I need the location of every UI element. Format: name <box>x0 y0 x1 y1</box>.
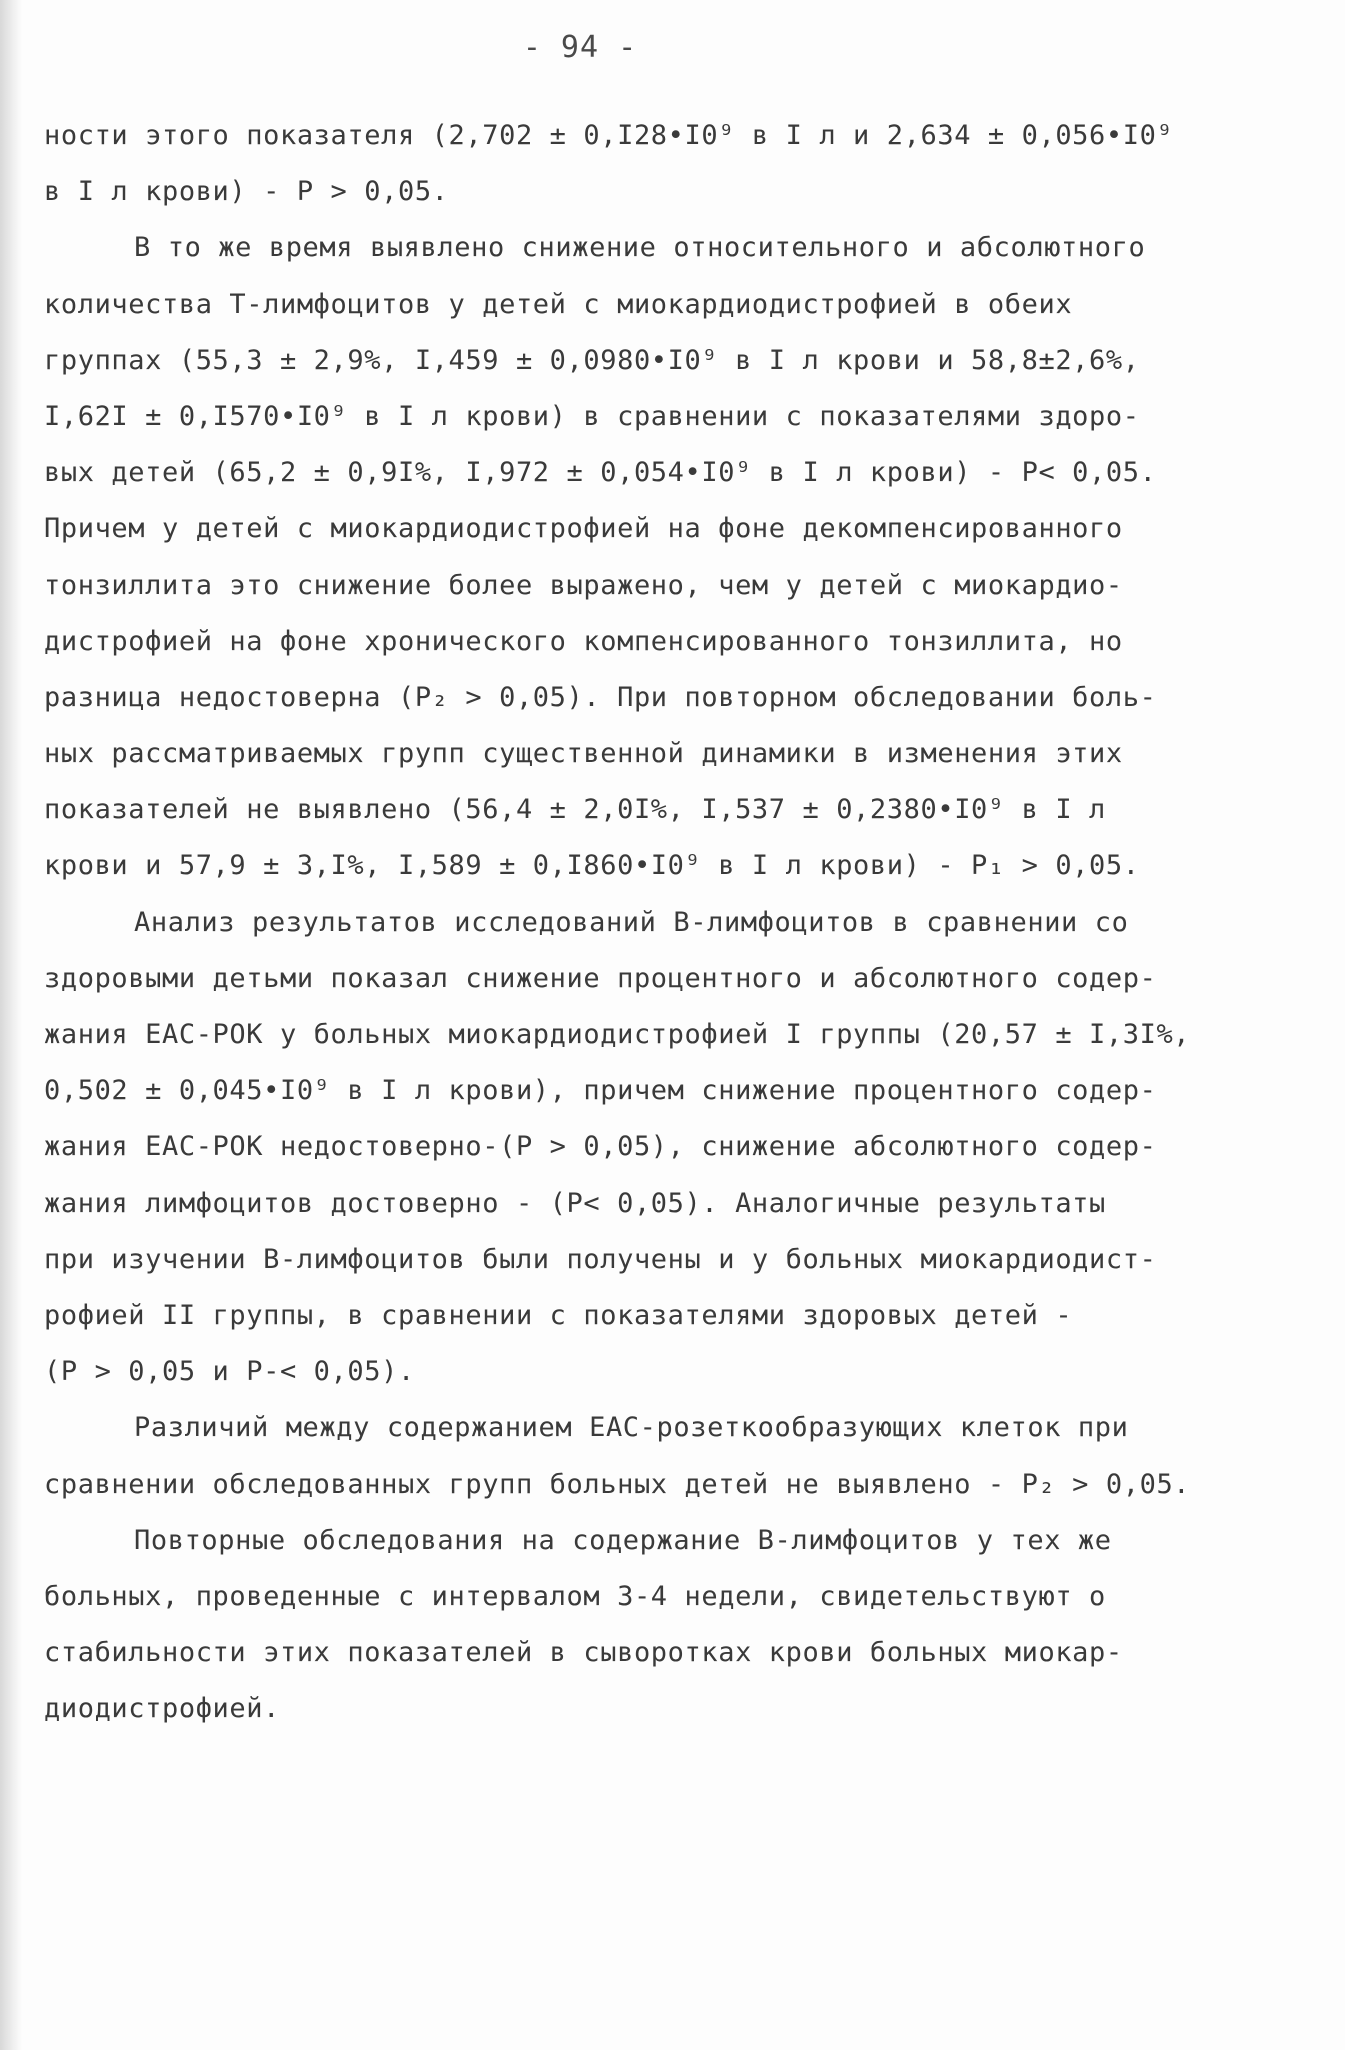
text-line: в I л крови) - P > 0,05. <box>44 176 449 208</box>
text-line: вых детей (65,2 ± 0,9I%, I,972 ± 0,054•I0⁹ в I л крови) - P< 0,05. <box>44 457 1157 489</box>
text-line: сравнении обследованных групп больных детей не выявлено - P₂ > 0,05. <box>44 1468 1191 1500</box>
text-line: 0,502 ± 0,045•I0⁹ в I л крови), причем снижение процентного содер- <box>44 1075 1157 1107</box>
text-line: ности этого показателя (2,702 ± 0,I28•I0⁹ в I л и 2,634 ± 0,056•I0⁹ <box>44 120 1174 151</box>
text-line: здоровыми детьми показал снижение процентного и абсолютного содер- <box>44 962 1157 994</box>
text-line: показателей не выявлено (56,4 ± 2,0I%, I,537 ± 0,2380•I0⁹ в I л <box>44 794 1106 826</box>
text-line: жания ЕАС-РОК недостоверно-(P > 0,05), снижение абсолютного содер- <box>44 1131 1157 1163</box>
text-line: при изучении В-лимфоцитов были получены и у больных миокардиодист- <box>44 1243 1157 1275</box>
text-line: больных, проведенные с интервалом 3-4 недели, свидетельствуют о <box>44 1580 1106 1612</box>
text-line: ных рассматриваемых групп существенной динамики в изменения этих <box>44 738 1123 770</box>
text-line: диодистрофией. <box>44 1693 280 1725</box>
text-line: рофией II группы, в сравнении с показателями здоровых детей - <box>44 1299 1073 1331</box>
text-line: стабильности этих показателей в сыворотках крови больных миокар- <box>44 1637 1123 1669</box>
text-line: крови и 57,9 ± 3,I%, I,589 ± 0,I860•I0⁹ в I л крови) - P₁ > 0,05. <box>44 850 1140 882</box>
text-line: (P > 0,05 и P-< 0,05). <box>44 1356 415 1388</box>
text-line: жания ЕАС-РОК у больных миокардиодистрофией I группы (20,57 ± I,3I%, <box>44 1019 1191 1050</box>
text-line: тонзиллита это снижение более выражено, чем у детей с миокардио- <box>44 569 1123 601</box>
text-line: Повторные обследования на содержание В-лимфоцитов у тех же <box>134 1524 1112 1556</box>
text-line: В то же время выявлено снижение относительного и абсолютного <box>134 232 1146 264</box>
text-line: группах (55,3 ± 2,9%, I,459 ± 0,0980•I0⁹ в I л крови и 58,8±2,6%, <box>44 344 1140 376</box>
text-line: жания лимфоцитов достоверно - (P< 0,05). Аналогичные результаты <box>44 1187 1106 1219</box>
text-line: разница недостоверна (P₂ > 0,05). При повторном обследовании боль- <box>44 681 1157 713</box>
text-line: Анализ результатов исследований В-лимфоцитов в сравнении со <box>134 906 1129 938</box>
body-text <box>44 108 1304 1737</box>
page-number: - 94 - <box>522 30 638 65</box>
scan-edge-shadow <box>0 0 22 2050</box>
text-line: Различий между содержанием ЕАС-розеткообразующих клеток при <box>134 1412 1129 1444</box>
text-line: количества Т-лимфоцитов у детей с миокардиодистрофией в обеих <box>44 288 1073 320</box>
text-line: I,62I ± 0,I570•I0⁹ в I л крови) в сравнении с показателями здоро- <box>44 400 1140 432</box>
text-line: дистрофией на фоне хронического компенсированного тонзиллита, но <box>44 625 1123 657</box>
text-line: Причем у детей с миокардиодистрофией на фоне декомпенсированного <box>44 513 1123 545</box>
